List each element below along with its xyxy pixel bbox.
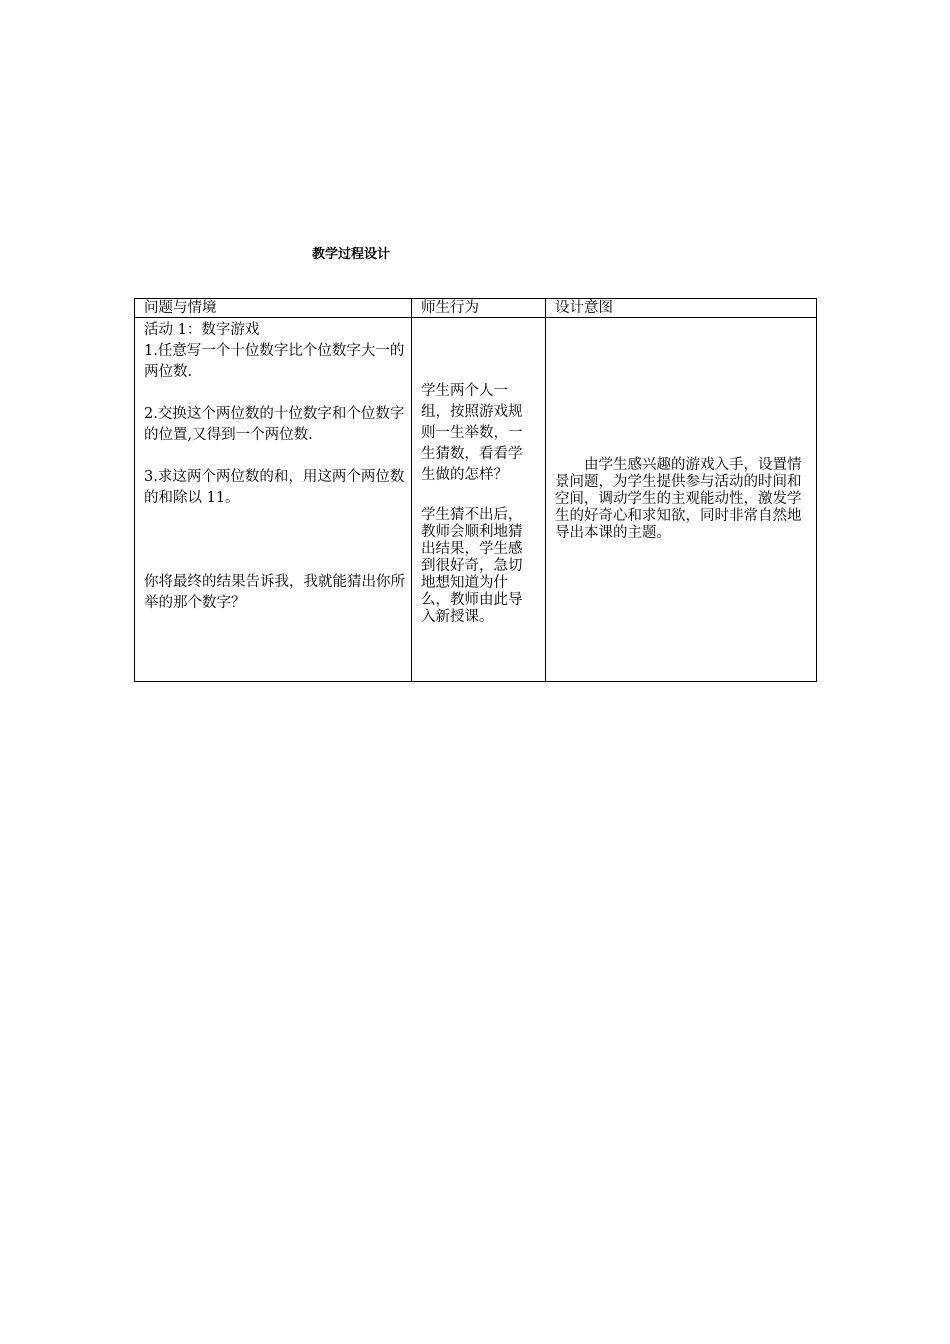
lesson-design-table [134, 298, 817, 682]
spacer [144, 446, 411, 467]
activity-heading: 活动 1：数字游戏 [144, 322, 260, 338]
step-1-text: 1.任意写一个十位数字比个位数字大一的两位数. [144, 343, 405, 380]
intent-cell [546, 318, 817, 682]
table-row [135, 318, 817, 682]
behavior-cell [412, 318, 546, 682]
step-3-text: 3.求这两个两位数的和，用这两个两位数的和除以 11。 [144, 469, 405, 506]
intent-paragraph: 由学生感兴趣的游戏入手，设置情景问题，为学生提供参与活动的时间和空间，调动学生的主观能动性，激发学生的好奇心和求知欲，同时非常自然地导出本课的主题。 [555, 457, 802, 541]
header-intent: 设计意图 [546, 299, 817, 318]
spacer [144, 509, 411, 572]
header-scenario: 问题与情境 [135, 299, 412, 318]
table-header-row [135, 299, 817, 318]
step-2-text: 2.交换这个两位数的十位数字和个位数字的位置,又得到一个两位数. [144, 406, 405, 443]
header-behavior: 师生行为 [412, 299, 546, 318]
behavior-paragraph-1: 学生两个人一组，按照游戏规则一生举数，一生猜数，看看学生做的怎样？ [421, 383, 523, 483]
closing-question: 你将最终的结果告诉我，我就能猜出你所举的那个数字？ [144, 574, 405, 611]
document-title: 教学过程设计 [312, 247, 391, 262]
behavior-paragraph-2: 学生猜不出后，教师会顺利地猜出结果，学生感到很好奇，急切地想知道为什么，教师由此导入新授课。 [421, 507, 523, 625]
scenario-cell [135, 318, 412, 682]
spacer [144, 383, 411, 404]
